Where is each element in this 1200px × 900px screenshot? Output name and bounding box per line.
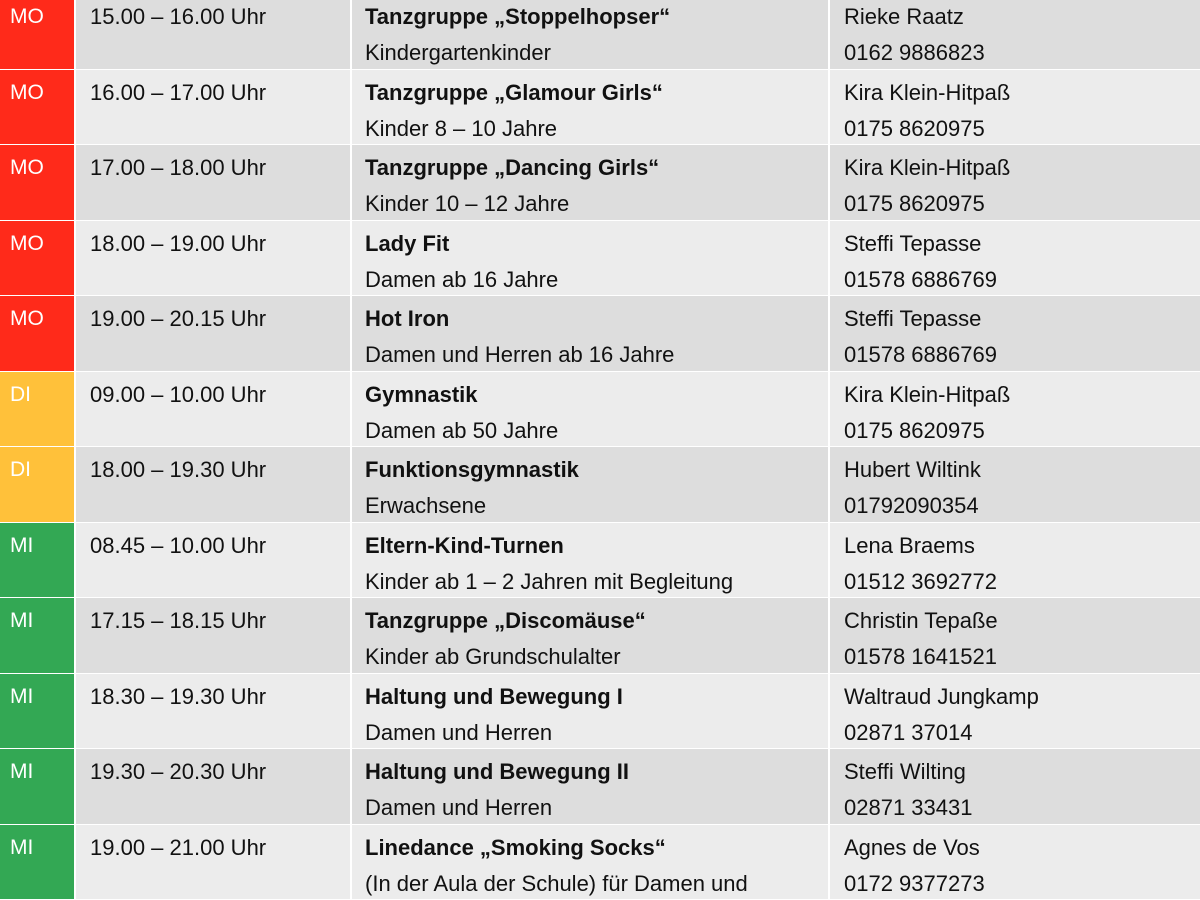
time-cell: 15.00 – 16.00 Uhr xyxy=(76,0,352,69)
day-badge: MO xyxy=(0,145,76,220)
time-cell: 19.00 – 21.00 Uhr xyxy=(76,825,352,900)
contact-cell xyxy=(830,145,1200,220)
table-row xyxy=(0,296,1200,372)
contact-cell xyxy=(830,523,1200,598)
table-row xyxy=(0,825,1200,900)
course-cell xyxy=(352,145,830,220)
course-title: Funktionsgymnastik xyxy=(365,457,579,482)
course-title: Tanzgruppe „Glamour Girls“ xyxy=(365,79,663,105)
table-row xyxy=(0,598,1200,674)
contact-name: Agnes de Vos xyxy=(844,834,980,860)
course-subtitle: Erwachsene xyxy=(365,493,487,518)
course-cell xyxy=(352,447,830,522)
time-cell: 19.00 – 20.15 Uhr xyxy=(76,296,352,371)
day-badge: DI xyxy=(0,372,76,447)
contact-name: Waltraud Jungkamp xyxy=(844,683,1039,709)
course-subtitle: Damen und Herren xyxy=(365,719,553,745)
table-row xyxy=(0,372,1200,448)
contact-name: Steffi Tepasse xyxy=(844,230,982,256)
course-subtitle: Kinder ab 1 – 2 Jahren mit Begleitung xyxy=(365,568,734,594)
contact-phone: 0175 8620975 xyxy=(844,191,985,216)
course-cell xyxy=(352,70,830,145)
contact-name: Steffi Wilting xyxy=(844,759,966,784)
course-cell xyxy=(352,598,830,673)
contact-cell xyxy=(830,749,1200,824)
time-cell: 08.45 – 10.00 Uhr xyxy=(76,523,352,598)
table-row xyxy=(0,523,1200,599)
course-title: Tanzgruppe „Stoppelhopser“ xyxy=(365,4,671,29)
time-cell: 18.00 – 19.00 Uhr xyxy=(76,221,352,296)
course-title: Lady Fit xyxy=(365,230,450,256)
course-title: Tanzgruppe „Dancing Girls“ xyxy=(365,155,660,180)
time-cell: 17.00 – 18.00 Uhr xyxy=(76,145,352,220)
table-row xyxy=(0,70,1200,146)
course-title: Linedance „Smoking Socks“ xyxy=(365,834,666,860)
contact-cell xyxy=(830,598,1200,673)
day-badge: MO xyxy=(0,0,76,69)
contact-cell xyxy=(830,0,1200,69)
course-cell xyxy=(352,523,830,598)
day-badge: MI xyxy=(0,674,76,749)
contact-cell xyxy=(830,372,1200,447)
time-cell: 18.30 – 19.30 Uhr xyxy=(76,674,352,749)
course-subtitle: Kindergartenkinder xyxy=(365,40,551,65)
contact-phone: 02871 37014 xyxy=(844,719,973,745)
time-cell: 16.00 – 17.00 Uhr xyxy=(76,70,352,145)
day-badge: MI xyxy=(0,523,76,598)
course-title: Haltung und Bewegung II xyxy=(365,759,629,784)
contact-phone: 01578 1641521 xyxy=(844,644,997,669)
day-badge: MO xyxy=(0,70,76,145)
contact-phone: 02871 33431 xyxy=(844,795,973,820)
table-row xyxy=(0,145,1200,221)
contact-name: Rieke Raatz xyxy=(844,4,964,29)
contact-cell xyxy=(830,296,1200,371)
contact-name: Kira Klein-Hitpaß xyxy=(844,79,1011,105)
table-row xyxy=(0,674,1200,750)
day-badge: MI xyxy=(0,825,76,900)
contact-name: Hubert Wiltink xyxy=(844,457,981,482)
time-cell: 19.30 – 20.30 Uhr xyxy=(76,749,352,824)
course-subtitle: Damen und Herren ab 16 Jahre xyxy=(365,342,675,367)
contact-phone: 01578 6886769 xyxy=(844,266,997,292)
course-title: Hot Iron xyxy=(365,306,450,331)
course-subtitle: Damen und Herren xyxy=(365,795,553,820)
course-cell xyxy=(352,825,830,900)
course-subtitle: Kinder 8 – 10 Jahre xyxy=(365,115,558,141)
contact-name: Kira Klein-Hitpaß xyxy=(844,381,1011,407)
course-subtitle: Kinder 10 – 12 Jahre xyxy=(365,191,570,216)
course-cell xyxy=(352,372,830,447)
course-cell xyxy=(352,674,830,749)
course-title: Tanzgruppe „Discomäuse“ xyxy=(365,608,646,633)
contact-name: Lena Braems xyxy=(844,532,975,558)
table-row xyxy=(0,749,1200,825)
day-badge: MO xyxy=(0,296,76,371)
contact-name: Steffi Tepasse xyxy=(844,306,982,331)
contact-phone: 0162 9886823 xyxy=(844,40,985,65)
contact-phone: 01578 6886769 xyxy=(844,342,997,367)
table-row xyxy=(0,0,1200,70)
time-cell: 18.00 – 19.30 Uhr xyxy=(76,447,352,522)
time-cell: 17.15 – 18.15 Uhr xyxy=(76,598,352,673)
contact-name: Christin Tepaße xyxy=(844,608,998,633)
contact-cell xyxy=(830,447,1200,522)
contact-cell xyxy=(830,70,1200,145)
contact-phone: 0175 8620975 xyxy=(844,417,985,443)
course-title: Gymnastik xyxy=(365,381,478,407)
time-cell: 09.00 – 10.00 Uhr xyxy=(76,372,352,447)
table-row xyxy=(0,447,1200,523)
course-cell xyxy=(352,221,830,296)
course-title: Eltern-Kind-Turnen xyxy=(365,532,564,558)
day-badge: MI xyxy=(0,749,76,824)
course-subtitle: Damen ab 50 Jahre xyxy=(365,417,559,443)
table-row xyxy=(0,221,1200,297)
course-cell xyxy=(352,296,830,371)
contact-name: Kira Klein-Hitpaß xyxy=(844,155,1011,180)
course-subtitle: Damen ab 16 Jahre xyxy=(365,266,559,292)
contact-cell xyxy=(830,825,1200,900)
course-cell xyxy=(352,0,830,69)
course-subtitle: (In der Aula der Schule) für Damen und xyxy=(365,870,748,896)
contact-phone: 01512 3692772 xyxy=(844,568,997,594)
day-badge: DI xyxy=(0,447,76,522)
course-subtitle: Kinder ab Grundschulalter xyxy=(365,644,621,669)
day-badge: MO xyxy=(0,221,76,296)
contact-phone: 0172 9377273 xyxy=(844,870,985,896)
day-badge: MI xyxy=(0,598,76,673)
course-title: Haltung und Bewegung I xyxy=(365,683,623,709)
course-cell xyxy=(352,749,830,824)
contact-cell xyxy=(830,221,1200,296)
contact-phone: 01792090354 xyxy=(844,493,979,518)
contact-cell xyxy=(830,674,1200,749)
contact-phone: 0175 8620975 xyxy=(844,115,985,141)
